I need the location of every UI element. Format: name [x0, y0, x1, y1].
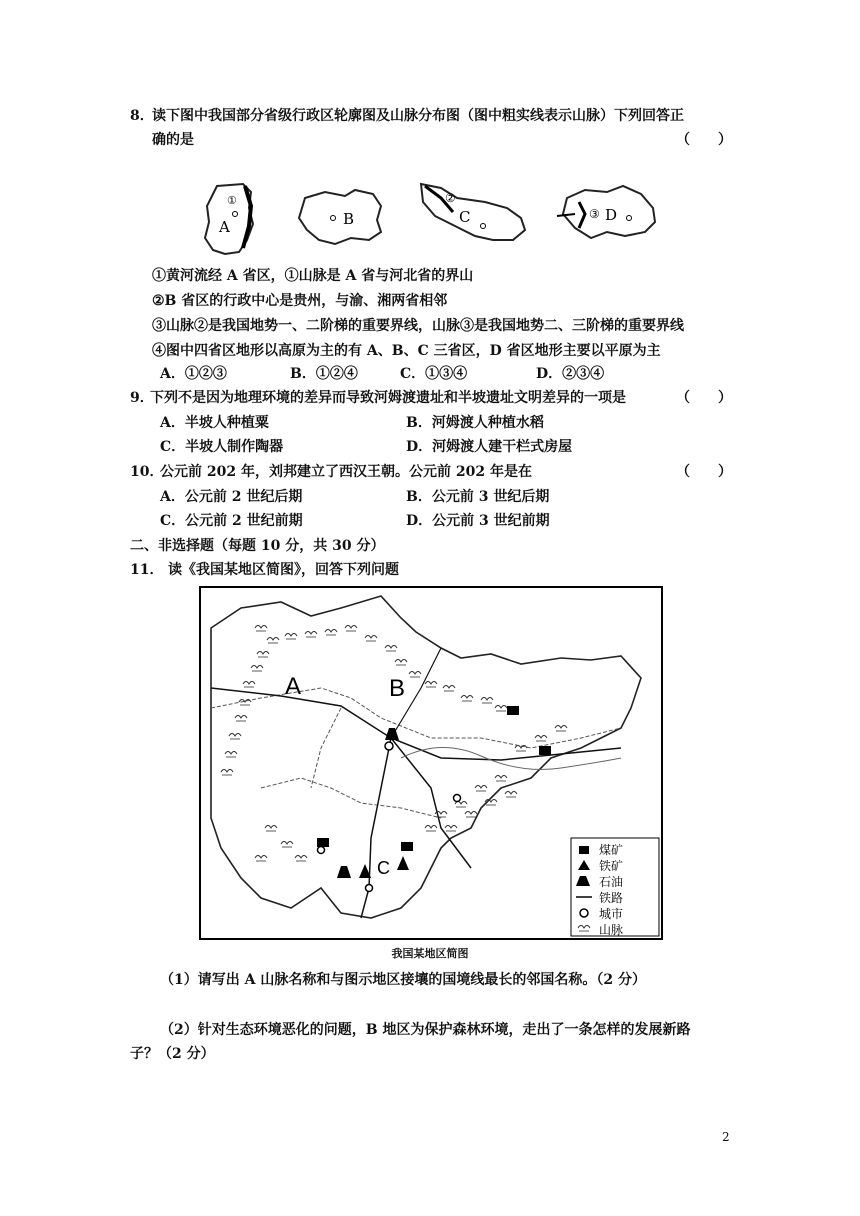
- map-label-c: C: [377, 858, 390, 878]
- q8-stem-line2: 确的是: [152, 132, 194, 148]
- q10-option-a: A．公元前 2 世纪后期: [160, 489, 303, 505]
- coal-mine-icon: [579, 846, 589, 854]
- q9-answer-paren: （ ）: [676, 390, 732, 406]
- legend-coal: 煤矿: [599, 843, 624, 857]
- coal-mine-symbol: [539, 746, 551, 755]
- q8-statement-4: ④图中四省区地形以高原为主的有 A、B、C 三省区，D 省区地形主要以平原为主: [152, 343, 661, 359]
- city-symbol: [366, 885, 373, 892]
- q9-number: 9．: [130, 390, 154, 406]
- map-legend: [571, 838, 659, 937]
- province-label-a: A: [219, 218, 230, 236]
- q8-option-d: D．②③④: [536, 366, 605, 382]
- page-number: 2: [722, 1130, 730, 1144]
- section-heading: 二、非选择题（每题 10 分，共 30 分）: [130, 538, 385, 554]
- q10-option-c: C．公元前 2 世纪前期: [160, 513, 303, 529]
- city-icon: [580, 909, 588, 917]
- oil-symbol: [337, 866, 351, 878]
- legend-iron: 铁矿: [599, 859, 624, 873]
- q11-sub2-line2: 子？（2 分）: [130, 1046, 215, 1062]
- province-label-d: D: [605, 206, 618, 224]
- q11-number: 11．: [130, 562, 164, 578]
- province-outline-figure: [195, 178, 675, 258]
- province-label-c: C: [459, 208, 471, 226]
- q8-answer-paren: （ ）: [676, 132, 732, 148]
- province-b-outline: [299, 190, 381, 244]
- city-symbol: [318, 847, 325, 854]
- city-symbol: [454, 795, 461, 802]
- map-caption: 我国某地区简图: [391, 947, 469, 960]
- province-a-outline: [205, 184, 253, 254]
- coal-mine-symbol: [401, 842, 413, 851]
- q8-option-b: B．①②④: [290, 366, 358, 382]
- q8-option-c: C．①③④: [400, 366, 468, 382]
- province-d-outline: [557, 186, 655, 238]
- map-label-a: A: [285, 673, 302, 700]
- province-c-outline: [421, 184, 525, 240]
- q10-number: 10．: [130, 464, 164, 480]
- q11-sub2-line1: （2）针对生态环境恶化的问题，B 地区为保护森林环境，走出了一条怎样的发展新路: [160, 1022, 691, 1038]
- legend-city: 城市: [599, 907, 624, 921]
- coal-mine-symbol: [317, 838, 329, 847]
- q10-stem: 公元前 202 年，刘邦建立了西汉王朝。公元前 202 年是在: [160, 464, 532, 480]
- city-symbol: [385, 742, 393, 750]
- legend-oil: 石油: [599, 875, 624, 889]
- map-label-b: B: [389, 675, 406, 702]
- legend-mountain: 山脉: [599, 923, 624, 937]
- q8-statement-2: ②B 省区的行政中心是贵州，与渝、湘两省相邻: [152, 293, 448, 309]
- q9-stem: 下列不是因为地理环境的差异而导致河姆渡遗址和半坡遗址文明差异的一项是: [150, 390, 626, 406]
- province-label-1: ①: [227, 194, 237, 207]
- q11-stem: 读《我国某地区简图》，回答下列问题: [168, 562, 399, 578]
- coal-mine-symbol: [507, 706, 519, 715]
- q8-stem-line1: 读下图中我国部分省级行政区轮廓图及山脉分布图（图中粗实线表示山脉）下列回答正: [152, 108, 684, 124]
- q10-answer-paren: （ ）: [676, 464, 732, 480]
- q10-option-b: B．公元前 3 世纪后期: [406, 489, 550, 505]
- q8-number: 8．: [130, 108, 154, 124]
- province-label-2: ②: [445, 191, 456, 205]
- province-label-3: ③: [589, 207, 600, 221]
- q10-option-d: D．公元前 3 世纪前期: [406, 513, 550, 529]
- q8-option-a: A．①②③: [160, 366, 227, 382]
- q9-option-a: A．半坡人种植粟: [160, 415, 269, 431]
- oil-symbol: [385, 728, 399, 740]
- q11-sub1: （1）请写出 A 山脉名称和与图示地区接壤的国境线最长的邻国名称。（2 分）: [160, 972, 646, 988]
- q9-option-b: B．河姆渡人种植水稻: [406, 415, 544, 431]
- iron-mine-symbol: [397, 856, 409, 870]
- q9-option-c: C．半坡人制作陶器: [160, 439, 284, 455]
- region-map: [199, 586, 663, 940]
- q8-statement-3: ③山脉②是我国地势一、二阶梯的重要界线，山脉③是我国地势二、三阶梯的重要界线: [152, 318, 684, 334]
- province-label-b: B: [343, 210, 355, 228]
- q8-statement-1: ①黄河流经 A 省区，①山脉是 A 省与河北省的界山: [152, 268, 474, 284]
- q9-option-d: D．河姆渡人建干栏式房屋: [406, 439, 573, 455]
- legend-railway: 铁路: [599, 891, 624, 905]
